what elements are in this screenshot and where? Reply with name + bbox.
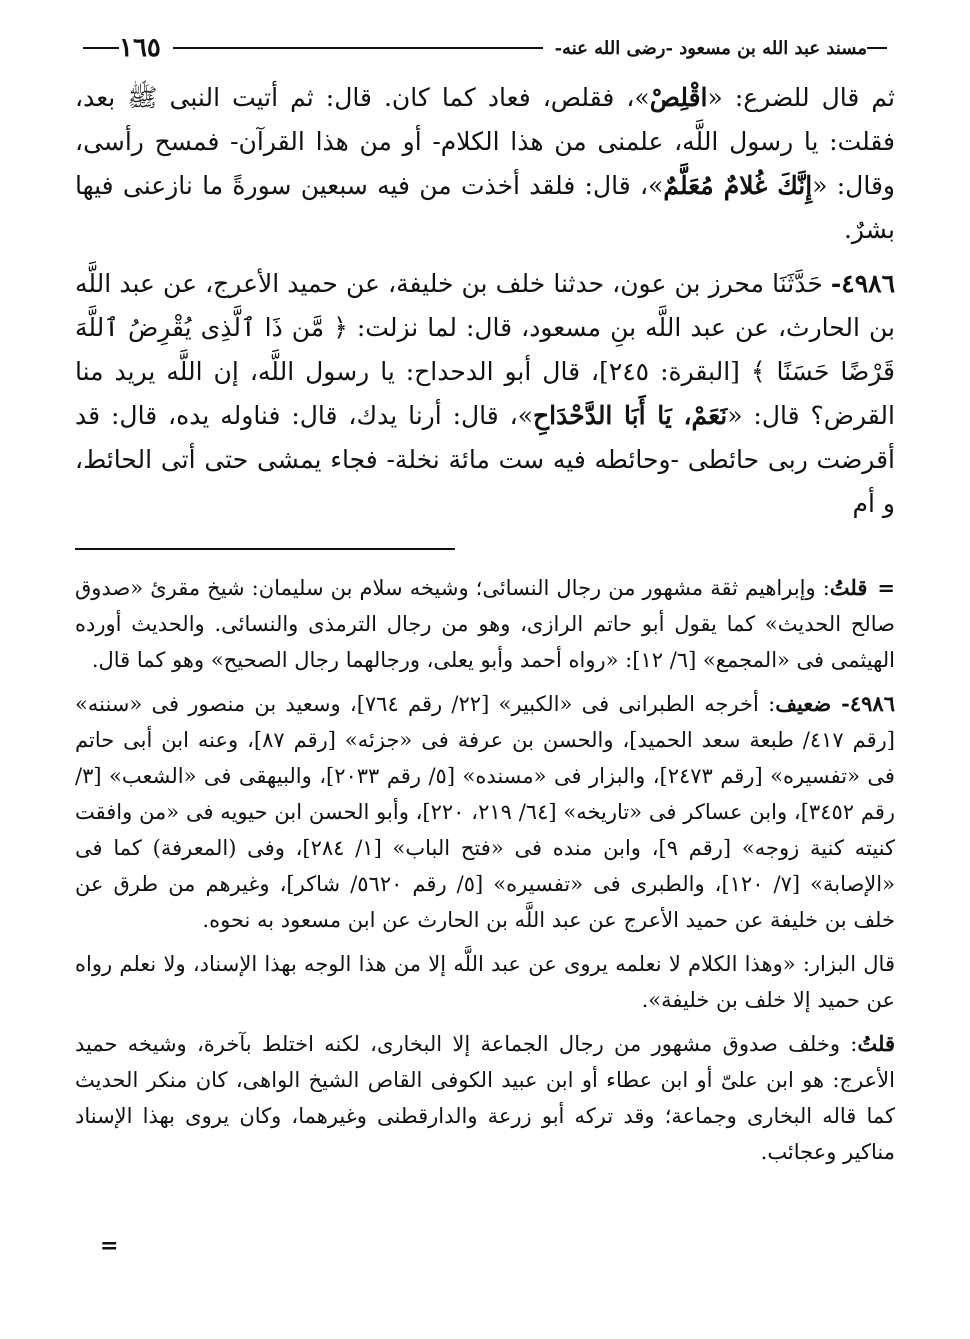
- note-bazzar: قال البزار: «وهذا الكلام لا نعلمه يروى عن عبد اللَّه إلا من هذا الوجه بهذا الإسناد، ولا نعلم رواه عن حميد إلا خلف بن خليفة».: [75, 952, 895, 1012]
- paragraph-1: ثم قال للضرع: «اقْلِصْ»، فقلص، فعاد كما كان. قال: ثم أتيت النبى ﷺ بعد، فقلت: يا رسول اللَّه، علمنى من هذا الكلام- أو من هذا القرآن- فمسح رأسى، وقال: «إِنَّكَ غُلامٌ مُعَلَّمٌ»، قال: فلقد أخذت من فيه سبعين سورةً ما نازعنى فيها بشرٌ.: [75, 83, 896, 244]
- continuation-mark: =: [877, 575, 895, 600]
- prophetic-quote: إِنَّكَ غُلامٌ مُعَلَّمٌ: [663, 171, 813, 200]
- footnotes: [75, 570, 895, 1170]
- running-header: [75, 30, 895, 66]
- grade-label: ضعيف: [775, 691, 842, 716]
- note-number: ٤٩٨٦-: [841, 691, 895, 716]
- main-text: [75, 76, 895, 526]
- hadith-number: ٤٩٨٦-: [830, 269, 895, 298]
- page-number: ١٦٥: [119, 33, 161, 63]
- header-rule: [173, 47, 543, 49]
- footnote-separator: [75, 548, 455, 550]
- header-rule-right: [867, 47, 887, 49]
- note-comment: قلتُ: وخلف صدوق مشهور من رجال الجماعة إلا البخارى، لكنه اختلط بآخرة، وشيخه حميد الأعرج: هو ابن علىّ أو ابن عطاء أو ابن عبيد الكوفى القاص الشيخ الواهى، كان منكر الحديث كما قاله البخارى وجماعة؛ وقد تركه أبو زرعة والدارقطنى وغيرهما، وكان يروى بهذا الإسناد مناكير وعجائب.: [75, 1031, 895, 1164]
- header-title: مسند عبد الله بن مسعود -رضى الله عنه-: [554, 37, 867, 59]
- header-rule-left: [83, 47, 119, 49]
- continued-mark: =: [100, 1233, 119, 1259]
- note-4986: ٤٩٨٦- ضعيف: أخرجه الطبرانى فى «الكبير» [٢٢/ رقم ٧٦٤]، وسعيد بن منصور فى «سننه» [رقم ٤١٧/ طبعة سعد الحميد]، والحسن بن عرفة فى «جزئه» [رقم ٨٧]، وعنه ابن أبى حاتم فى «تفسيره» [رقم ٢٤٧٣]، والبزار فى «مسنده» [٥/ رقم ٢٠٣٣]، والبيهقى فى «الشعب» [٣/ رقم ٣٤٥٢]، وابن عساكر فى «تاريخه» [٦٤/ ٢١٩، ٢٢٠]، وأبو الحسن ابن حيويه فى «من وافقت كنيته كنية زوجه» [رقم ٩]، وابن منده فى «فتح الباب» [١/ ٢٨٤]، وفى (المعرفة) كما فى «الإصابة» [٧/ ١٢٠]، والطبرى فى «تفسيره» [٥/ رقم ٥٦٢٠/ شاكر]، وغيرهم من طرق عن خلف بن خليفة عن حميد الأعرج عن عبد اللَّه بن الحارث عن ابن مسعود به نحوه.: [75, 691, 895, 932]
- prophetic-quote: نَعَمْ، يَا أَبَا الدَّحْدَاحِ: [533, 401, 728, 430]
- prophetic-quote: اقْلِصْ: [649, 83, 708, 112]
- note-continuation: =قلتُ: وإبراهيم ثقة مشهور من رجال النسائى؛ وشيخه سلام بن سليمان: شيخ مقرئ «صدوق صالح الحديث» كما يقول أبو حاتم الرازى، وهو من رجال الترمذى والنسائى. والحديث أورده الهيثمى فى «المجمع» [٦/ ١٢]: «رواه أحمد وأبو يعلى، ورجالهما رجال الصحيح» وهو كما قال.: [75, 575, 895, 672]
- hadith-4986: ٤٩٨٦- حَدَّثَنَا محرز بن عون، حدثنا خلف بن خليفة، عن حميد الأعرج، عن عبد اللَّه بن الحارث، عن عبد اللَّه بنِ مسعود، قال: لما نزلت: ﴿ مَّن ذَا ٱلَّذِى يُقْرِضُ ٱللَّهَ قَرْضًا حَسَنًا ﴾ [البقرة: ٢٤٥]، قال أبو الدحداح: يا رسول اللَّه، إن اللَّه يريد منا القرض؟ قال: «نَعَمْ، يَا أَبَا الدَّحْدَاحِ»، قال: أرنا يدك، قال: فناوله يده، قال: قد أقرضت ربى حائطى -وحائطه فيه ست مائة نخلة- فجاء يمشى حتى أتى الحائط، و أم: [75, 269, 896, 518]
